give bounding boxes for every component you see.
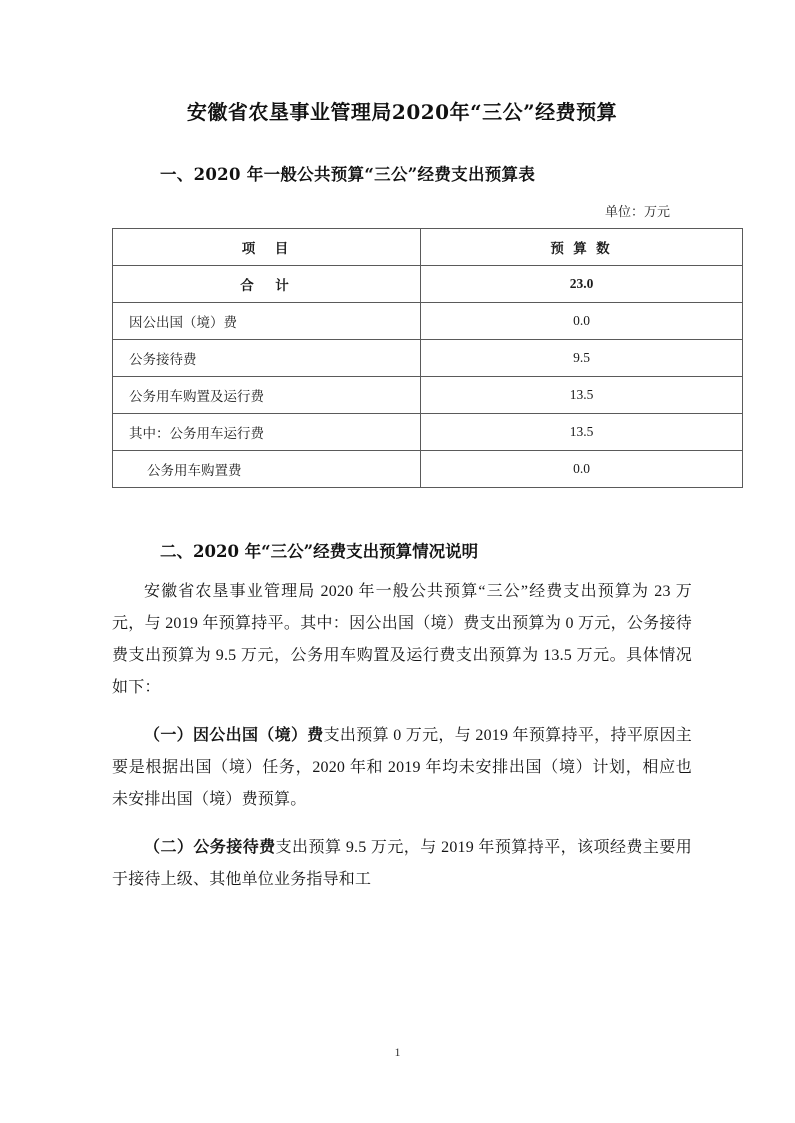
row-item-value: 9.5 bbox=[421, 340, 743, 377]
row-item-label: 公务用车购置费 bbox=[113, 451, 421, 488]
paragraph-text: 支出预算 9.5 万元，与 2019 年预算持平，该项经费主要用于接待上级、其他单位业务指导和工 bbox=[112, 839, 692, 888]
paragraph-official-reception bbox=[112, 832, 692, 896]
table-row bbox=[113, 340, 743, 377]
table-row bbox=[113, 377, 743, 414]
row-item-label: 公务用车购置及运行费 bbox=[113, 377, 421, 414]
paragraph-text: 支出预算 0 万元，与 2019 年预算持平，持平原因主要是根据出国（境）任务，2020 年和 2019 年均未安排出国（境）计划，相应也未安排出国（境）费预算。 bbox=[112, 727, 693, 808]
paragraph-lead: （二）公务接待费 bbox=[144, 839, 276, 856]
paragraph-lead: （一）因公出国（境）费 bbox=[144, 727, 324, 744]
row-item-label: 因公出国（境）费 bbox=[113, 303, 421, 340]
table-row bbox=[113, 303, 743, 340]
row-item-value: 23.0 bbox=[421, 266, 743, 303]
row-item-value: 13.5 bbox=[421, 414, 743, 451]
paragraph-overseas-travel bbox=[112, 720, 692, 816]
page-number: 1 bbox=[394, 1045, 401, 1059]
row-item-value: 0.0 bbox=[421, 303, 743, 340]
table-row bbox=[113, 414, 743, 451]
paragraph-overview bbox=[112, 576, 692, 704]
document-body bbox=[112, 0, 692, 912]
row-item-value: 13.5 bbox=[421, 377, 743, 414]
row-item-value: 0.0 bbox=[421, 451, 743, 488]
page-title: 安徽省农垦事业管理局2020年“三公”经费预算 bbox=[186, 100, 618, 124]
paragraph-text: 安徽省农垦事业管理局 2020 年一般公共预算“三公”经费支出预算为 23 万元，与 2019 年预算持平。其中：因公出国（境）费支出预算为 0 万元，公务接待费支出预算为 9.5 万元，公务用车购置及运行费支出预算为 13.5 万元。具体情况如下： bbox=[112, 583, 692, 696]
table-header-row bbox=[113, 229, 743, 266]
table-header-item: 项 目 bbox=[113, 229, 421, 266]
row-item-label: 其中：公务用车运行费 bbox=[113, 414, 421, 451]
table-row bbox=[113, 451, 743, 488]
table-header-value: 预 算 数 bbox=[421, 229, 743, 266]
table-unit-note: 单位：万元 bbox=[604, 204, 670, 219]
row-item-label: 公务接待费 bbox=[113, 340, 421, 377]
table-row bbox=[113, 266, 743, 303]
row-item-label: 合 计 bbox=[113, 266, 421, 303]
section-1-heading: 一、2020 年一般公共预算“三公”经费支出预算表 bbox=[160, 165, 536, 184]
budget-table bbox=[112, 228, 743, 488]
section-2-heading: 二、2020 年“三公”经费支出预算情况说明 bbox=[160, 542, 479, 561]
